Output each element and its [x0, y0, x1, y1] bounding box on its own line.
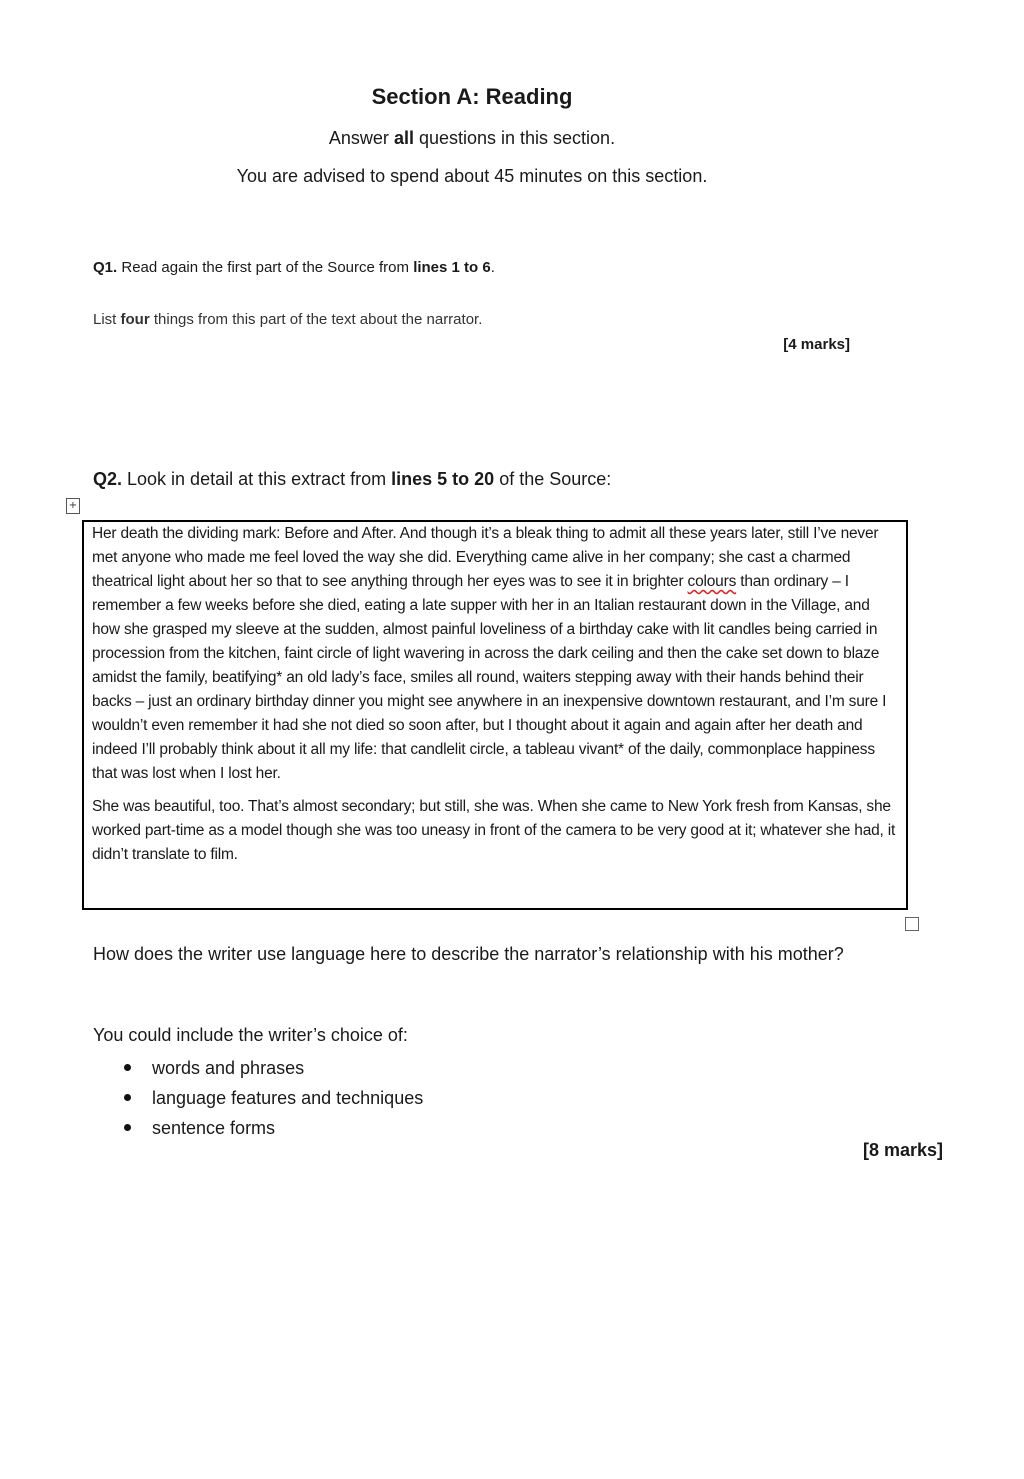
- section-title: Section A: Reading: [371, 84, 573, 109]
- extract-paragraph-2: She was beautiful, too. That’s almost secondary; but still, she was. When she came to New York fresh from Kansas, she worked part-time as a model though she was too uneasy in front of the camera to be very good at it; whatever she had, it didn’t translate to film.: [92, 798, 896, 863]
- q2-prompt: Q2. Look in detail at this extract from lines 5 to 20 of the Source:: [93, 469, 612, 489]
- list-item: words and phrases: [122, 1055, 423, 1085]
- bullet-icon: [124, 1094, 131, 1101]
- q2-question: How does the writer use language here to describe the narrator’s relationship with his mother?: [93, 944, 844, 964]
- answer-all-instruction: Answer all questions in this section.: [328, 128, 616, 148]
- list-item: sentence forms: [122, 1115, 423, 1145]
- list-item: language features and techniques: [122, 1085, 423, 1115]
- table-move-handle-icon[interactable]: +: [66, 498, 80, 514]
- q1-marks: [4 marks]: [783, 336, 850, 353]
- source-extract-box: [82, 520, 908, 910]
- time-advice: You are advised to spend about 45 minutes on this section.: [236, 166, 708, 186]
- spellcheck-word[interactable]: colours: [687, 573, 737, 590]
- q1-task: List four things from this part of the text about the narrator.: [93, 311, 483, 328]
- table-resize-handle-icon[interactable]: [905, 917, 919, 931]
- q2-marks: [8 marks]: [862, 1140, 943, 1160]
- q2-bullet-list: [122, 1055, 423, 1145]
- q2-could-include: You could include the writer’s choice of:: [93, 1025, 408, 1045]
- q2-label: Q2.: [93, 469, 123, 489]
- bullet-icon: [124, 1124, 131, 1131]
- extract-paragraph-1: Her death the dividing mark: Before and After. And though it’s a bleak thing to admit all these years later, still I’ve never met anyone who made me feel loved the way she did. Everything came alive in her company; she cast a charmed theatrical light about her so that to see anything through her eyes was to see it in brighter colours than ordinary – I remember a few weeks before she died, eating a late supper with her in an Italian restaurant down in the Village, and how she grasped my sleeve at the sudden, almost painful loveliness of a birthday cake with lit candles being carried in procession from the kitchen, faint circle of light wavering in across the dark ceiling and then the cake set down to blaze amidst the family, beatifying* an old lady’s face, smiles all round, waiters stepping away with their hands behind their backs – just an ordinary birthday dinner you might see anywhere in an inexpensive downtown restaurant, and I’m sure I wouldn’t even remember it had she not died so soon after, but I thought about it again and again after her death and indeed I’ll probably think about it all my life: that candlelit circle, a tableau vivant* of the daily, commonplace happiness that was lost when I lost her.: [92, 525, 887, 782]
- q1-prompt: Q1. Read again the first part of the Source from lines 1 to 6.: [93, 259, 495, 276]
- q1-label: Q1.: [93, 259, 118, 276]
- bullet-icon: [124, 1064, 131, 1071]
